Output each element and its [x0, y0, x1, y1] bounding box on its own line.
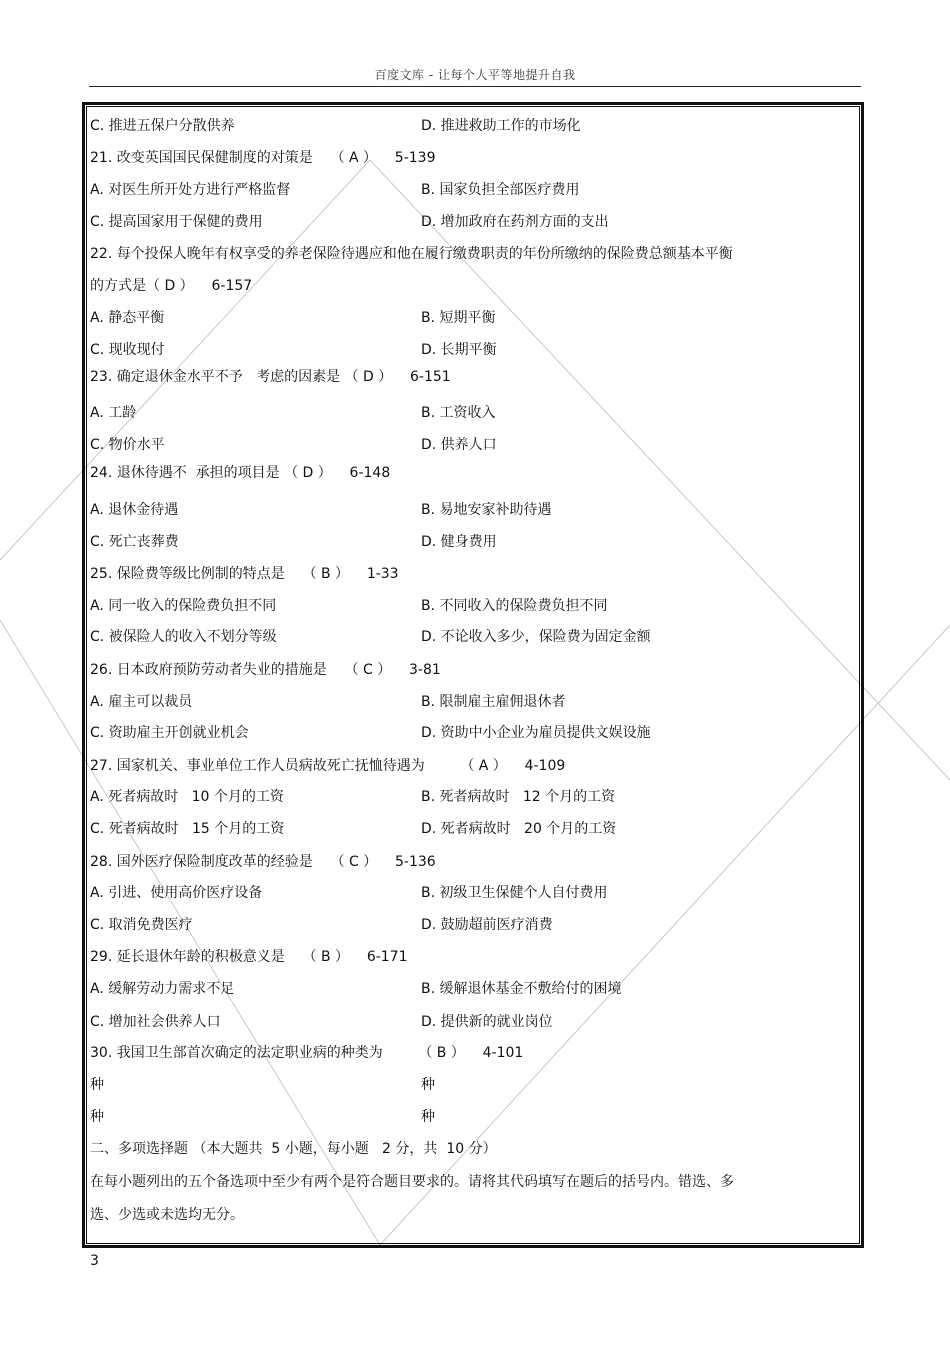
option-d-q29: D. 提供新的就业岗位 [421, 1014, 553, 1030]
option-a-q21: A. 对医生所开处方进行严格监督 [90, 182, 291, 198]
option-d-q27: D. 死者病故时 20 个月的工资 [421, 821, 617, 837]
option-a-q28: A. 引进、使用高价医疗设备 [90, 885, 263, 901]
option-a-q23: A. 工龄 [90, 405, 137, 421]
option-d-q25: D. 不论收入多少，保险费为固定金额 [421, 629, 651, 645]
section-2-title: 二、多项选择题 （本大题共 5 小题，每小题 2 分，共 10 分） [90, 1141, 497, 1157]
question-21: 21. 改变英国国民保健制度的对策是 （ A ） 5-139 [90, 150, 436, 166]
option-c-q21: C. 提高国家用于保健的费用 [90, 214, 263, 230]
option-b-q24: B. 易地安家补助待遇 [421, 502, 552, 518]
option-b-q30: 种 [421, 1077, 435, 1093]
option-c-q23: C. 物价水平 [90, 437, 165, 453]
question-29: 29. 延长退休年龄的积极意义是 （ B ） 6-171 [90, 949, 408, 965]
question-23: 23. 确定退休金水平不予 考虑的因素是 （ D ） 6-151 [90, 369, 451, 385]
option-c-q28: C. 取消免费医疗 [90, 917, 193, 933]
option-a-q25: A. 同一收入的保险费负担不同 [90, 598, 277, 614]
option-d-q20: D. 推进救助工作的市场化 [421, 118, 581, 134]
option-a-q24: A. 退休金待遇 [90, 502, 179, 518]
option-d-q26: D. 资助中小企业为雇员提供文娱设施 [421, 725, 651, 741]
option-b-q21: B. 国家负担全部医疗费用 [421, 182, 580, 198]
option-c-q27: C. 死者病故时 15 个月的工资 [90, 821, 285, 837]
question-27: 27. 国家机关、事业单位工作人员病故死亡抚恤待遇为 （ A ） 4-109 [90, 758, 566, 774]
option-b-q23: B. 工资收入 [421, 405, 496, 421]
option-c-q26: C. 资助雇主开创就业机会 [90, 725, 249, 741]
page-header: 百度文库 - 让每个人平等地提升自我 [374, 68, 576, 82]
option-d-q28: D. 鼓励超前医疗消费 [421, 917, 553, 933]
option-d-q23: D. 供养人口 [421, 437, 497, 453]
option-a-q30: 种 [90, 1077, 104, 1093]
option-d-q24: D. 健身费用 [421, 534, 497, 550]
option-a-q26: A. 雇主可以裁员 [90, 694, 193, 710]
option-a-q22: A. 静态平衡 [90, 310, 165, 326]
option-c-q20: C. 推进五保户分散供养 [90, 118, 235, 134]
question-22-line-2: 的方式是（ D ） 6-157 [90, 278, 253, 294]
question-30: 30. 我国卫生部首次确定的法定职业病的种类为 （ B ） 4-101 [90, 1045, 524, 1061]
option-b-q26: B. 限制雇主雇佣退休者 [421, 694, 566, 710]
question-22-line-1: 22. 每个投保人晚年有权享受的养老保险待遇应和他在履行缴费职责的年份所缴纳的保险费总额基本平衡 [90, 246, 733, 262]
option-b-q28: B. 初级卫生保健个人自付费用 [421, 885, 608, 901]
option-c-q25: C. 被保险人的收入不划分等级 [90, 629, 277, 645]
option-c-q22: C. 现收现付 [90, 342, 165, 358]
question-28: 28. 国外医疗保险制度改革的经验是 （ C ） 5-136 [90, 854, 436, 870]
option-c-q24: C. 死亡丧葬费 [90, 534, 179, 550]
option-b-q22: B. 短期平衡 [421, 310, 496, 326]
option-c-q29: C. 增加社会供养人口 [90, 1014, 221, 1030]
option-d-q30: 种 [421, 1109, 435, 1125]
section-2-instructions-line-2: 选、少选或未选均无分。 [90, 1207, 244, 1223]
option-c-q30: 种 [90, 1109, 104, 1125]
question-25: 25. 保险费等级比例制的特点是 （ B ） 1-33 [90, 566, 399, 582]
question-24: 24. 退休待遇不 承担的项目是 （ D ） 6-148 [90, 465, 391, 481]
option-d-q22: D. 长期平衡 [421, 342, 497, 358]
option-a-q27: A. 死者病故时 10 个月的工资 [90, 789, 284, 805]
option-b-q27: B. 死者病故时 12 个月的工资 [421, 789, 616, 805]
option-b-q29: B. 缓解退休基金不敷给付的困境 [421, 981, 622, 997]
page-number: 3 [90, 1253, 99, 1269]
section-2-instructions-line-1: 在每小题列出的五个备选项中至少有两个是符合题目要求的。请将其代码填写在题后的括号内。错选、多 [90, 1174, 734, 1190]
question-26: 26. 日本政府预防劳动者失业的措施是 （ C ） 3-81 [90, 662, 441, 678]
option-a-q29: A. 缓解劳动力需求不足 [90, 981, 235, 997]
option-b-q25: B. 不同收入的保险费负担不同 [421, 598, 608, 614]
option-d-q21: D. 增加政府在药剂方面的支出 [421, 214, 609, 230]
